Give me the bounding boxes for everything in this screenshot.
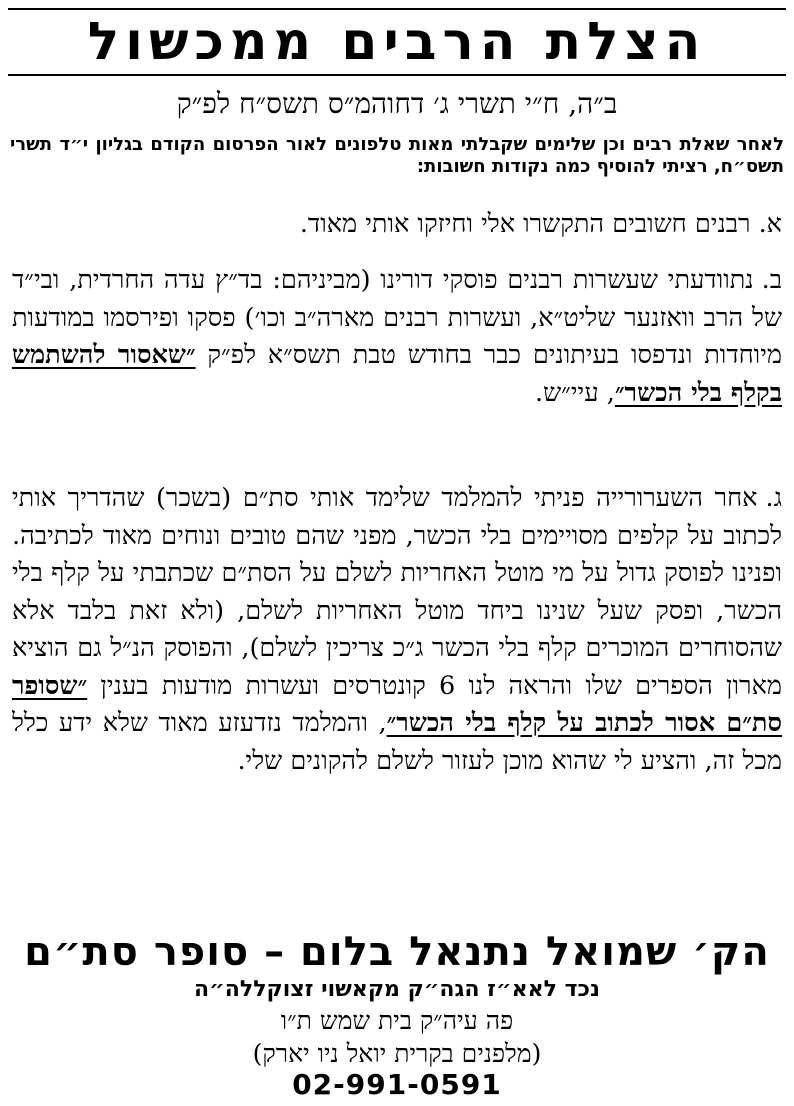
item-b-text-end: , עיי״ש.	[534, 377, 615, 408]
item-c-emphasis: ״שסופר סת״ם אסור לכתוב על קלף בלי הכשר״	[12, 670, 782, 738]
signature-location: פה עיה״ק בית שמש ת״ו	[280, 1006, 514, 1035]
item-b-marker: ב.	[761, 265, 782, 295]
item-a-marker: א.	[758, 209, 782, 239]
signature-name: הק׳ שמואל נתנאל בלום – סופר סת״ם	[24, 929, 770, 975]
item-c-text-end: , והמלמד נזדעזע מאוד שלא ידע כלל מכל זה, והציע לי שהוא מוכן לעזור לשלם להקונים שלי.	[12, 708, 782, 776]
intro-paragraph: לאחר שאלת רבים וכן שלימים שקבלתי מאות טלפונים לאור הפרסום הקודם בגליון י״ד תשרי תשס״ח, רציתי להוסיף כמה נקודות חשובות:	[10, 134, 784, 177]
item-b-text: נתוודעתי שעשרות רבנים פוסקי דורינו (מביניהם: בד״ץ עדה החרדית, ובי״ד של הרב וואזנער שליט״א, ועשרות רבנים מארה״ב וכו׳) פסקו ופירסמו במודעות מיוחדות ונדפסו בעיתונים כבר בחודש טבת תשס״א לפ״ק	[12, 265, 782, 370]
item-c-text: אחר השערורייה פניתי להמלמד שלימד אותי סת״ם (בשכר) שהדריך אותי לכתוב על קלפים מסויימים בלי הכשר, מפני שהם טובים ונוחים מאוד לכתיבה. ופנינו לפוסק גדול על מי מוטל האחריות לשלם על הסת״ם שכתבתי על קלף בלי הכשר, ופסק שעל שנינו ביחד מוטל האחריות לשלם, (ולא זאת בלבד אלא שהסוחרים המוכרים קלף בלי הכשר ג״כ צריכין לשלם), והפוסק הנ״ל גם הוציא מארון הספרים שלו והראה לנו 6 קונטרסים ועשרות מודעות בענין	[12, 483, 782, 701]
phone-number: 02-991-0591	[292, 1068, 502, 1101]
item-a	[12, 206, 782, 244]
item-c	[12, 480, 782, 780]
headline: הצלת הרבים ממכשול	[8, 8, 786, 76]
item-c-marker: ג.	[765, 483, 782, 513]
signature-former-location: (מלפנים בקרית יואל ניו יארק)	[252, 1039, 542, 1068]
item-a-text: רבנים חשובים התקשרו אלי וחיזקו אותי מאוד.	[299, 209, 751, 239]
signature-lineage: נכד לאא״ז הגה״ק מקאשוי זצוקללה״ה	[194, 977, 600, 1002]
item-b-emphasis: ״שאסור להשתמש בקלף בלי הכשר״	[12, 340, 782, 408]
dateline: ב״ה, ח״י תשרי ג׳ דחוהמ״ס תשס״ח לפ״ק	[176, 87, 618, 120]
item-b	[12, 262, 782, 412]
